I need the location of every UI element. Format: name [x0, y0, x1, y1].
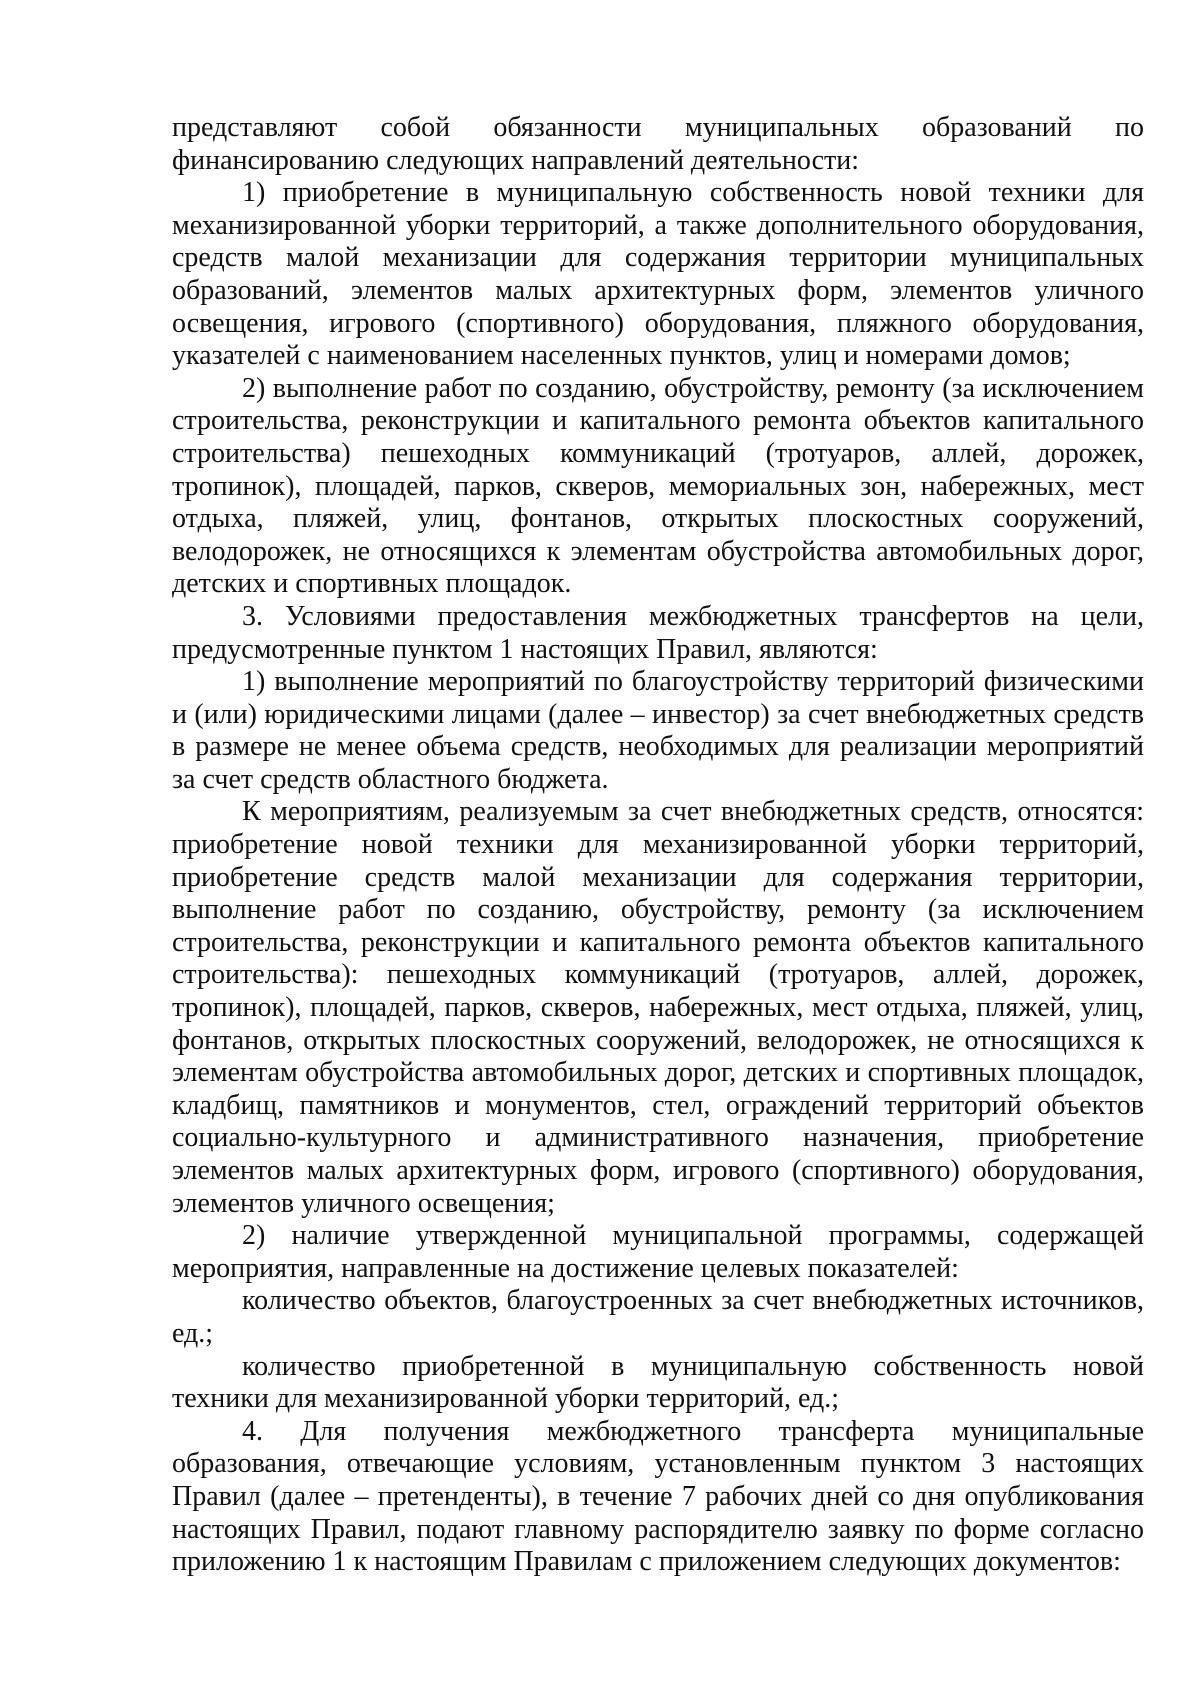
paragraph-extra-budget-measures: К мероприятиям, реализуемым за счет внебюджетных средств, относятся: приобретение новой техники для механизированной уборки территорий, приобретение средств малой механизации для содержания территории, выполнение работ по созданию, обустройству, ремонту (за исключением строительства, реконструкции и капитального ремонта объектов капитального строительства): пешеходных коммуникаций (тротуаров, аллей, дорожек, тропинок), площадей, парков, скверов, набережных, мест отдыха, пляжей, улиц, фонтанов, открытых плоскостных сооружений, велодорожек, не относящихся к элементам обустройства автомобильных дорог, детских и спортивных площадок, кладбищ, памятников и монументов, стел, ограждений территорий объектов социально-культурного и административного назначения, приобретение элементов малых архитектурных форм, игрового (спортивного) оборудования, элементов уличного освещения; [172, 796, 1144, 1219]
paragraph-clause-3-item-2: 2) наличие утвержденной муниципальной программы, содержащей мероприятия, направленные на достижение целевых показателей: [172, 1220, 1144, 1284]
paragraph-indicator-objects: количество объектов, благоустроенных за счет внебюджетных источников, ед.; [172, 1285, 1144, 1349]
paragraph-item-1-equipment: 1) приобретение в муниципальную собственность новой техники для механизированной уборки территорий, а также дополнительного оборудования, средств малой механизации для содержания территории муниципальных образований, элементов малых архитектурных форм, элементов уличного освещения, игрового (спортивного) оборудования, пляжного оборудования, указателей с наименованием населенных пунктов, улиц и номерами домов; [172, 177, 1144, 372]
paragraph-indicator-machinery: количество приобретенной в муниципальную собственность новой техники для механизированной уборки территорий, ед.; [172, 1350, 1144, 1415]
paragraph-clause-4: 4. Для получения межбюджетного трансферта муниципальные образования, отвечающие условиям, установленным пунктом 3 настоящих Правил (далее – претенденты), в течение 7 рабочих дней со дня опубликования настоящих Правил, подают главному распорядителю заявку по форме согласно приложению 1 к настоящим Правилам с приложением следующих документов: [172, 1415, 1144, 1578]
paragraph-clause-3: 3. Условиями предоставления межбюджетных трансфертов на цели, предусмотренные пунктом 1 настоящих Правил, являются: [172, 600, 1144, 665]
paragraph-clause-3-item-1: 1) выполнение мероприятий по благоустройству территорий физическими и (или) юридическими лицами (далее – инвестор) за счет внебюджетных средств в размере не менее объема средств, необходимых для реализации мероприятий за счет средств областного бюджета. [172, 666, 1144, 795]
paragraph-duties-continuation: представляют собой обязанности муниципальных образований по финансированию следующих направлений деятельности: [172, 112, 1144, 176]
paragraph-item-2-works: 2) выполнение работ по созданию, обустройству, ремонту (за исключением строительства, реконструкции и капитального ремонта объектов капитального строительства) пешеходных коммуникаций (тротуаров, аллей, дорожек, тропинок), площадей, парков, скверов, мемориальных зон, набережных, мест отдыха, пляжей, улиц, фонтанов, открытых плоскостных сооружений, велодорожек, не относящихся к элементам обустройства автомобильных дорог, детских и спортивных площадок. [172, 372, 1144, 600]
document-page [172, 112, 1144, 1579]
